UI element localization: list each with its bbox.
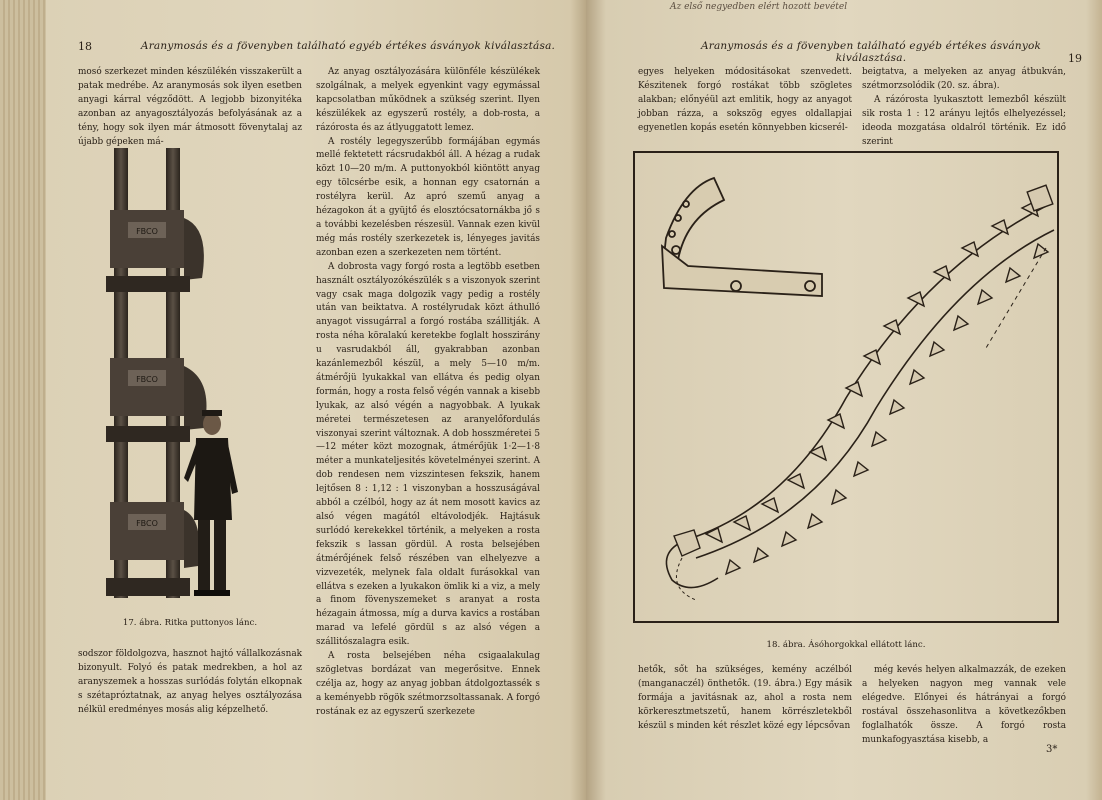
- printer-signature-mark: 3*: [1046, 744, 1058, 755]
- figure-17-caption: 17. ábra. Ritka puttonyos lánc.: [122, 618, 258, 628]
- paragraph: beigtatva, a melyeken az anyag átbukván, szétmorzsolódik (20. sz. ábra).: [862, 67, 1066, 91]
- paragraph: mosó szerkezet minden készülékén visszakerült a patak medrébe. Az aranymosás sok ilyen esetben anyagi kárral végződött. A legjobb bizonyitéka azonban az anyagosztályozás befolyásának az a tény, hogy sok ilyen már átmosott fövenytalaj az újabb gépeken má-: [78, 67, 302, 147]
- paragraph: A rostély legegyszerűbb formájában egymás mellé fektetett rácsrudakból áll. A hézag a rudak közt 10—20 m/m. A puttonyokból kiöntött anyag egy tölcsérbe esik, a honnan egy csatornán a rostélyra kerül. Az apró szemű anyag a hézagokon át a gyüjtő és elosztócsatornákba jő s a további kezelésben részesül. Vannak ezen kivül még más rostély szerkezetek is, lényeges javitás azonban ezen a szerkezeten nem történt.: [316, 136, 540, 258]
- left-column1-top-text: [78, 66, 302, 149]
- left-column2-text: [316, 66, 540, 720]
- man-figure: [184, 410, 238, 596]
- paragraph: sodszor földolgozva, hasznot hajtó vállalkozásnak bizonyult. Folyó és patak medrekben, a hol az aranyszemek a hosszas surlódás folytán elkopnak s szétapróztatnak, az anyag helyes osztályozása nélkül eredményes mosás alig képzelhető.: [78, 649, 302, 715]
- right-column2-bottom-text: [862, 664, 1066, 747]
- bucket-1: [106, 210, 204, 292]
- left-column1-bottom-text: [78, 648, 302, 718]
- chain-teeth: [706, 202, 1048, 574]
- guide-dashed-line: [986, 248, 1046, 348]
- left-page-number: 18: [78, 40, 92, 53]
- return-dashed-line: [676, 558, 696, 600]
- bucket-label-2: FBCO: [136, 375, 158, 384]
- figure-frame: [634, 152, 1058, 622]
- chain-links: [666, 206, 1054, 588]
- figure-17-bucket-chain: [100, 148, 260, 606]
- bucket-2: [106, 358, 207, 442]
- figure-18-chain-diagram: [626, 148, 1066, 628]
- bucket-label-1: FBCO: [136, 227, 158, 236]
- bucket-3: [106, 502, 199, 596]
- paragraph: egyes helyeken módositásokat szenvedett. Készitenek forgó rostákat több szögletes alakban; előnyéül azt emlitik, hogy az anyagot jobban rázza, a sokszög egyes oldallapjai egyenetlen kopás esetén könnyebben kicserél-: [638, 67, 852, 133]
- right-column2-top-text: [862, 66, 1066, 149]
- page-edge-stack: [0, 0, 46, 800]
- paragraph: A rosta belsejében néha csigaalakulag szögletvas bordázat van megerősitve. Ennek czélja az, hogy az anyag jobban átdolgoztassék s a keményebb rögök szétmorzsoltassanak. A forgó rostának ez az egyszerű szerkezete: [316, 651, 540, 717]
- paragraph: A rázórosta lyukasztott lemezből készült sik rosta 1 : 12 arányu lejtős elhelyezéssel; ideoda mozgatása oldalról történik. Ez idő szerint: [862, 94, 1066, 147]
- left-running-head: Aranymosás és a fövenyben található egyéb értékes ásványok kiválasztása.: [140, 40, 556, 52]
- paragraph: Az anyag osztályozására különféle készülékek szolgálnak, a melyek egyenkint vagy egymással kapcsolatban működnek a szükség szerint. Ilyen készülékek az egyszerű rostély, a dob-rosta, a rázórosta és az átlyuggatott lemez.: [316, 67, 540, 133]
- right-page-number: 19: [1068, 52, 1082, 65]
- figure-18-caption: 18. ábra. Ásóhorgokkal ellátott lánc.: [766, 640, 926, 650]
- paragraph: A dobrosta vagy forgó rosta a legtöbb esetben használt osztályozókészülék s a viszonyok szerint vagy csak maga dolgozik vagy pedig a rostély után van beiktatva. A rostélyrudak közt áthulló anyagot vissugárral a forgó rostába szállitják. A rosta néha köralakú keretekbe foglalt hosszirány u vasrudakból áll, gyakrabban azonban kazánlemezből készül, a mely 5—10 m/m. átmérőjü lyukakkal van ellátva és pedig olyan formán, hogy a rosta felső végén vannak a kisebb lyukak, az alsó végén a nagyobbak. A lyukak méretei természetesen az aranyelőfordulás viszonyai szerint változnak. A dob hosszméretei 5—12 méter közt mozognak, átmérőjük 1·2—1·8 méter a munkateljesités követelményei szerint. A dob rendesen nem vizszintesen fekszik, hanem lejtősen 8 : 1,12 : 1 viszonyban a hosszuságával abból a czélból, hogy az át nem mosott kavics az alsó végen magától eltávolodjék. Hajtásuk surlódó kerekekkel történik, a melyeken a rosta fekszik s lassan gördül. A rosta belsejében átmérőjének felső részében van elhelyezve a vizvezeték, melynek fala oldalt furásokkal van ellátva s ezeken a lyukakon ömlik ki a viz, a mely a finom fövenyszemeket s aranyat a rosta hézagain átmossa, míg a durva kavics a rostában marad va lefelé gördül s az alsó végen a szállitószalagra esik.: [316, 261, 540, 648]
- right-column1-bottom-text: [638, 664, 852, 734]
- bucket-label-3: FBCO: [136, 519, 158, 528]
- right-running-head: Aranymosás és a fövenyben található egyéb értékes ásványok kiválasztása.: [700, 40, 1042, 64]
- right-column1-top-text: [638, 66, 852, 136]
- paragraph: hetők, sőt ha szükséges, kemény aczélból (manganaczél) önthetők. (19. ábra.) Egy másik formája a javitásnak az, ahol a rosta nem körkeresztmetszetű, hanem körrészletekből készül s minden két részlet közé egy lépcsővan: [638, 665, 852, 731]
- hook-bracket-detail: [662, 178, 822, 296]
- right-page: [586, 0, 1102, 800]
- top-bleed-text: Az első negyedben elért hozott bevétel: [670, 2, 848, 12]
- paragraph: még kevés helyen alkalmazzák, de ezeken a helyeken nagyon meg vannak vele elégedve. Előnyei és hátrányai a forgó rostával összehasonlitva a következőkben foglalhatók össze. A forgó rosta munkafogyasztása kisebb, a: [862, 665, 1066, 745]
